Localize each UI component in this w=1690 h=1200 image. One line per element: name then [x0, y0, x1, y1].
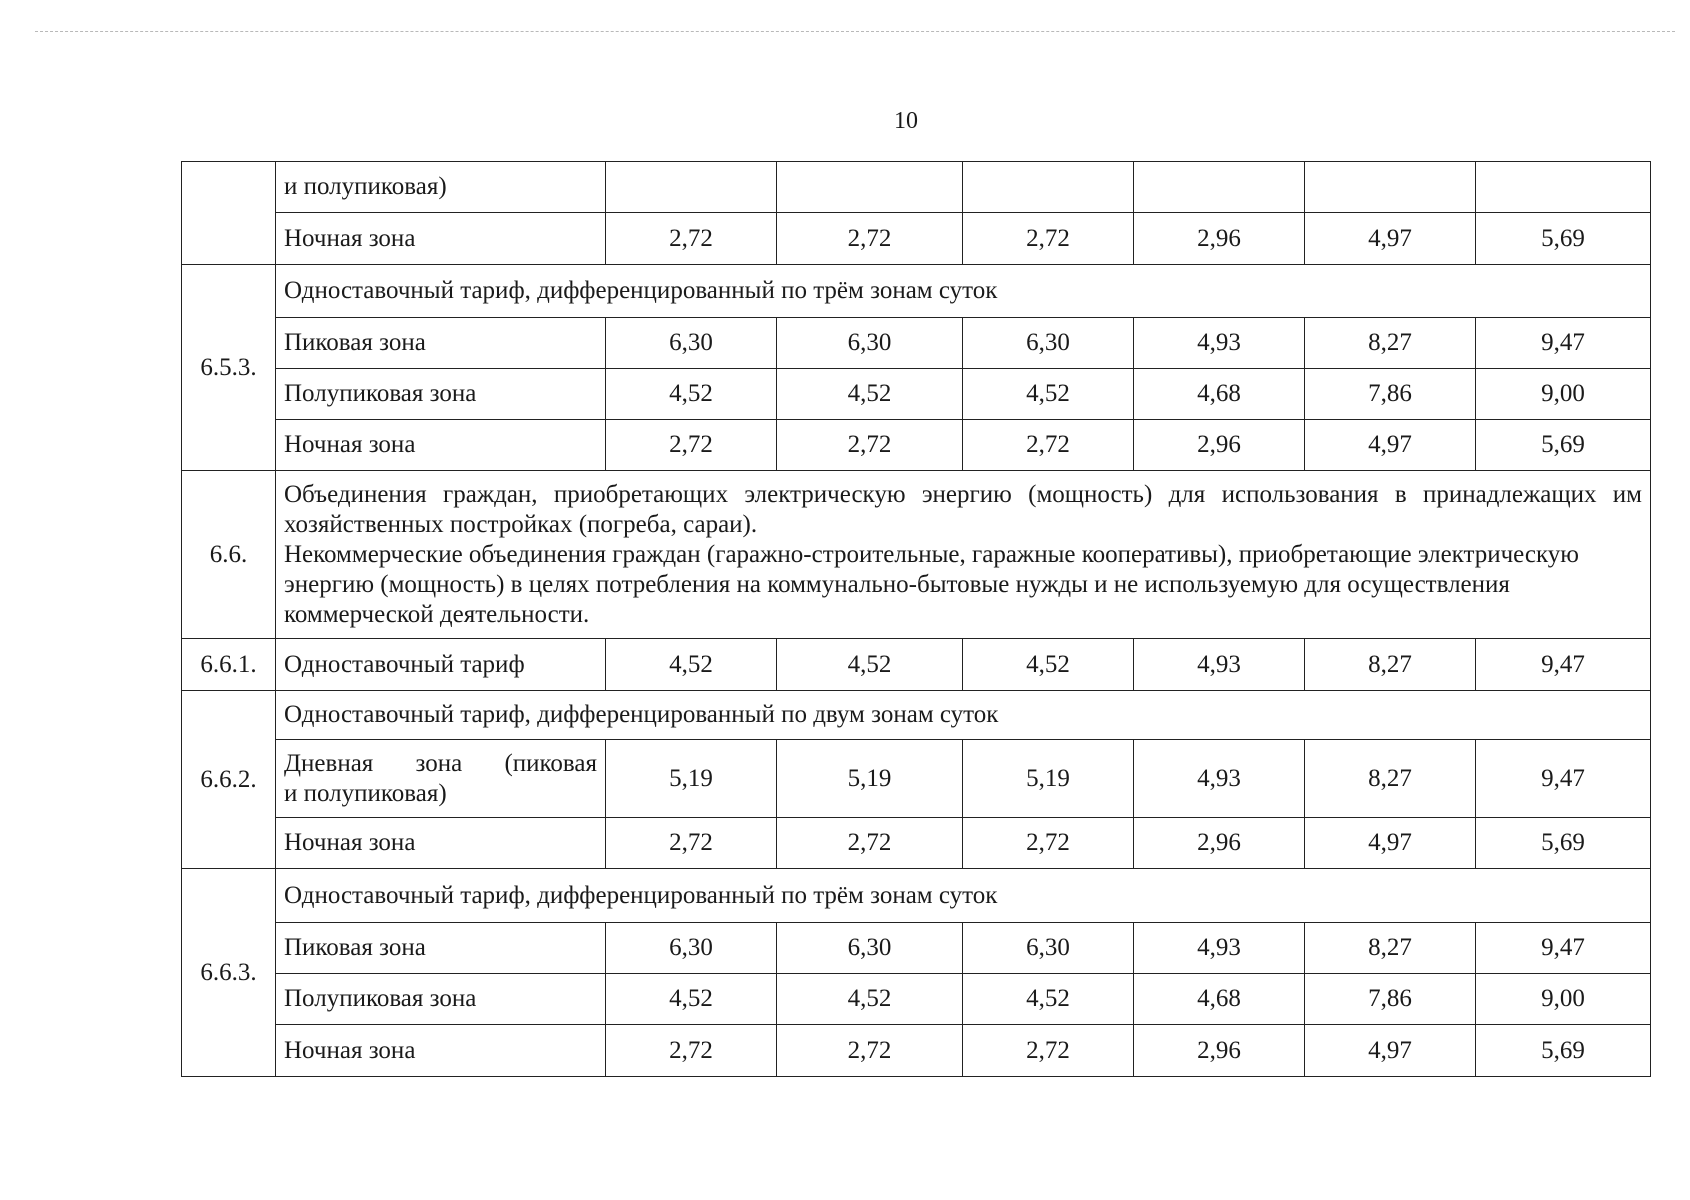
value-cell: 6,30: [963, 318, 1134, 369]
section-code: 6.5.3.: [182, 265, 276, 471]
section-header: Одноставочный тариф, дифференцированный по трём зонам суток: [276, 265, 1651, 318]
row-label: Ночная зона: [276, 818, 606, 869]
table-row: [182, 420, 1651, 471]
value-cell: 2,72: [963, 1025, 1134, 1077]
row-label-line: и полупиковая): [284, 779, 447, 807]
value-cell: 5,19: [777, 740, 963, 818]
value-cell: 6,30: [606, 923, 777, 974]
row-label-line: Дневная зона (пиковая: [284, 749, 597, 777]
row-label: Пиковая зона: [276, 318, 606, 369]
row-label: Одноставочный тариф: [276, 639, 606, 691]
value-cell: 4,52: [606, 369, 777, 420]
section-code: 6.6.3.: [182, 869, 276, 1077]
value-cell: 2,72: [963, 420, 1134, 471]
section-code: 6.6.: [182, 471, 276, 639]
row-label: [276, 740, 606, 818]
value-cell: 4,52: [606, 639, 777, 691]
value-cell: 4,93: [1134, 740, 1305, 818]
section-code: 6.6.2.: [182, 691, 276, 869]
value-cell: 4,97: [1305, 420, 1476, 471]
description-paragraph: Некоммерческие объединения граждан (гаражно-строительные, гаражные кооперативы), приобретающие электрическую энергию (мощность) в целях потребления на коммунально-бытовые нужды и не используемую для осуществления коммерческой деятельности.: [284, 540, 1579, 628]
table-row: [182, 869, 1651, 923]
value-cell: 2,96: [1134, 213, 1305, 265]
value-cell: 2,72: [606, 818, 777, 869]
value-cell: 9,47: [1476, 923, 1651, 974]
value-cell: 5,69: [1476, 1025, 1651, 1077]
value-cell: 5,19: [963, 740, 1134, 818]
table-row: [182, 318, 1651, 369]
value-cell: 4,68: [1134, 974, 1305, 1025]
value-cell: 6,30: [606, 318, 777, 369]
value-cell: 4,93: [1134, 639, 1305, 691]
value-cell: [777, 162, 963, 213]
value-cell: 7,86: [1305, 369, 1476, 420]
row-label: Полупиковая зона: [276, 369, 606, 420]
value-cell: [1476, 162, 1651, 213]
tariff-table: [181, 161, 1651, 1077]
table-row: [182, 639, 1651, 691]
value-cell: 4,52: [606, 974, 777, 1025]
table-row: [182, 265, 1651, 318]
value-cell: 9,00: [1476, 974, 1651, 1025]
value-cell: 4,93: [1134, 923, 1305, 974]
value-cell: 2,72: [963, 818, 1134, 869]
value-cell: 2,72: [777, 213, 963, 265]
table-row: [182, 162, 1651, 213]
value-cell: 2,72: [777, 420, 963, 471]
value-cell: 5,19: [606, 740, 777, 818]
value-cell: 2,72: [963, 213, 1134, 265]
table-row: [182, 740, 1651, 818]
section-header: Одноставочный тариф, дифференцированный по трём зонам суток: [276, 869, 1651, 923]
section-code: 6.6.1.: [182, 639, 276, 691]
value-cell: 6,30: [777, 923, 963, 974]
value-cell: 4,97: [1305, 1025, 1476, 1077]
value-cell: 2,72: [606, 420, 777, 471]
top-rule: [35, 31, 1675, 32]
value-cell: [963, 162, 1134, 213]
value-cell: 5,69: [1476, 213, 1651, 265]
row-label: Пиковая зона: [276, 923, 606, 974]
value-cell: 4,52: [963, 369, 1134, 420]
value-cell: 9,47: [1476, 740, 1651, 818]
section-description: [276, 471, 1651, 639]
value-cell: 2,72: [777, 1025, 963, 1077]
table-row: [182, 923, 1651, 974]
row-label: и полупиковая): [276, 162, 606, 213]
code-cell: [182, 162, 276, 265]
value-cell: [1134, 162, 1305, 213]
value-cell: 6,30: [963, 923, 1134, 974]
value-cell: 8,27: [1305, 318, 1476, 369]
value-cell: 4,97: [1305, 213, 1476, 265]
page-number: 10: [894, 108, 918, 134]
value-cell: 4,52: [963, 974, 1134, 1025]
table-row: [182, 691, 1651, 740]
value-cell: 2,96: [1134, 420, 1305, 471]
value-cell: 9,47: [1476, 318, 1651, 369]
value-cell: 2,72: [777, 818, 963, 869]
value-cell: [1305, 162, 1476, 213]
description-paragraph: Объединения граждан, приобретающих электрическую энергию (мощность) для использования в принадлежащих им хозяйственных постройках (погреба, сараи).: [284, 480, 1642, 538]
value-cell: 9,00: [1476, 369, 1651, 420]
value-cell: 2,72: [606, 213, 777, 265]
table-row: [182, 471, 1651, 639]
value-cell: 5,69: [1476, 420, 1651, 471]
value-cell: 4,52: [963, 639, 1134, 691]
table-row: [182, 213, 1651, 265]
value-cell: 4,52: [777, 639, 963, 691]
value-cell: 5,69: [1476, 818, 1651, 869]
value-cell: 4,93: [1134, 318, 1305, 369]
section-header: Одноставочный тариф, дифференцированный по двум зонам суток: [276, 691, 1651, 740]
row-label: Ночная зона: [276, 213, 606, 265]
row-label: Ночная зона: [276, 420, 606, 471]
value-cell: 7,86: [1305, 974, 1476, 1025]
value-cell: [606, 162, 777, 213]
value-cell: 4,68: [1134, 369, 1305, 420]
row-label: Ночная зона: [276, 1025, 606, 1077]
row-label: Полупиковая зона: [276, 974, 606, 1025]
value-cell: 4,52: [777, 369, 963, 420]
value-cell: 8,27: [1305, 639, 1476, 691]
value-cell: 2,96: [1134, 1025, 1305, 1077]
value-cell: 8,27: [1305, 740, 1476, 818]
table-row: [182, 1025, 1651, 1077]
value-cell: 2,96: [1134, 818, 1305, 869]
table-row: [182, 369, 1651, 420]
table-row: [182, 818, 1651, 869]
value-cell: 4,52: [777, 974, 963, 1025]
value-cell: 6,30: [777, 318, 963, 369]
value-cell: 4,97: [1305, 818, 1476, 869]
value-cell: 8,27: [1305, 923, 1476, 974]
value-cell: 9,47: [1476, 639, 1651, 691]
value-cell: 2,72: [606, 1025, 777, 1077]
table-row: [182, 974, 1651, 1025]
